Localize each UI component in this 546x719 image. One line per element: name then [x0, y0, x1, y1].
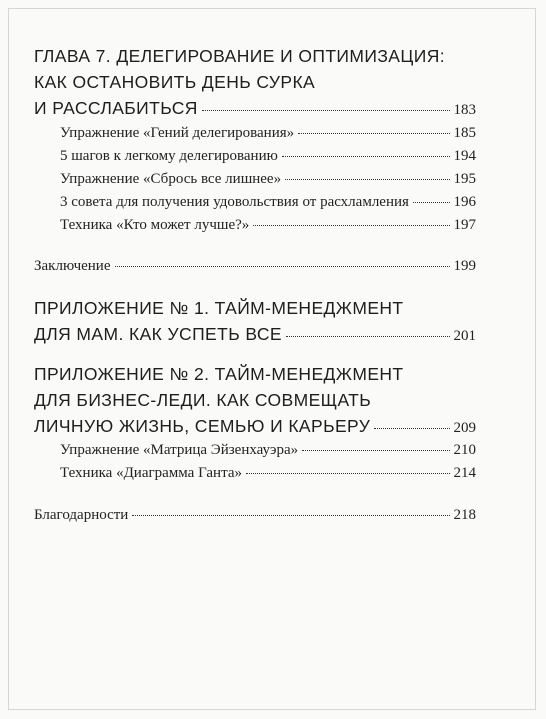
dot-leader — [132, 515, 449, 516]
page-number: 199 — [453, 258, 476, 274]
toc-entry-label: Упражнение «Гений делегирования» — [60, 125, 295, 141]
page-number: 201 — [453, 328, 476, 344]
dot-leader — [302, 450, 449, 451]
dot-leader — [413, 202, 450, 203]
toc-entry-label: Упражнение «Матрица Эйзенхауэра» — [60, 442, 299, 458]
page-number: 183 — [453, 102, 476, 118]
chapter7-title-line1: ГЛАВА 7. ДЕЛЕГИРОВАНИЕ И ОПТИМИЗАЦИЯ: — [34, 46, 446, 66]
toc-entry-chapter7[interactable] — [34, 98, 476, 119]
dot-leader — [282, 156, 450, 157]
toc-entry-label: Благодарности — [34, 507, 129, 523]
toc-entry-label: Заключение — [34, 258, 111, 274]
dot-leader — [253, 225, 449, 226]
chapter7-title-line3: И РАССЛАБИТЬСЯ — [34, 98, 198, 118]
dot-leader — [202, 110, 450, 111]
toc-entry-label: 3 совета для получения удовольствия от расхламления — [60, 194, 409, 210]
chapter7-title-line2: КАК ОСТАНОВИТЬ ДЕНЬ СУРКА — [34, 72, 316, 92]
toc-entry-appendix1[interactable] — [34, 324, 476, 345]
dot-leader — [374, 428, 449, 429]
page-number: 185 — [453, 125, 476, 141]
page-number: 218 — [453, 507, 476, 523]
toc-entry-subsection[interactable] — [60, 171, 476, 188]
appendix1-title-line2: ДЛЯ МАМ. КАК УСПЕТЬ ВСЕ — [34, 324, 282, 344]
toc-entry-label: Техника «Диаграмма Ганта» — [60, 465, 242, 481]
toc-entry-subsection[interactable] — [60, 442, 476, 459]
page-number: 209 — [453, 420, 476, 436]
dot-leader — [115, 266, 450, 267]
toc-entry-subsection[interactable] — [60, 194, 476, 211]
toc-entry-label: Упражнение «Сбрось все лишнее» — [60, 171, 282, 187]
page-number: 194 — [453, 148, 476, 164]
page-number: 197 — [453, 217, 476, 233]
toc-entry-label: 5 шагов к легкому делегированию — [60, 148, 278, 164]
appendix2-title-line3: ЛИЧНУЮ ЖИЗНЬ, СЕМЬЮ И КАРЬЕРУ — [34, 416, 371, 436]
dot-leader — [285, 179, 449, 180]
dot-leader — [246, 473, 450, 474]
toc-entry-subsection[interactable] — [60, 217, 476, 234]
toc-entry-appendix2[interactable] — [34, 416, 476, 437]
toc-entry-subsection[interactable] — [60, 465, 476, 482]
toc-entry-acknowledgements[interactable] — [34, 507, 476, 524]
page-number: 214 — [453, 465, 476, 481]
toc-entry-label: Техника «Кто может лучше?» — [60, 217, 250, 233]
page-number: 196 — [453, 194, 476, 210]
page-number: 210 — [453, 442, 476, 458]
toc-entry-conclusion[interactable] — [34, 258, 476, 275]
dot-leader — [286, 336, 450, 337]
page-number: 195 — [453, 171, 476, 187]
appendix1-title-line1: ПРИЛОЖЕНИЕ № 1. ТАЙМ-МЕНЕДЖМЕНТ — [34, 298, 404, 318]
dot-leader — [298, 133, 449, 134]
appendix2-title-line1: ПРИЛОЖЕНИЕ № 2. ТАЙМ-МЕНЕДЖМЕНТ — [34, 364, 404, 384]
toc-entry-subsection[interactable] — [60, 148, 476, 165]
appendix2-title-line2: ДЛЯ БИЗНЕС-ЛЕДИ. КАК СОВМЕЩАТЬ — [34, 390, 372, 410]
toc-entry-subsection[interactable] — [60, 125, 476, 142]
